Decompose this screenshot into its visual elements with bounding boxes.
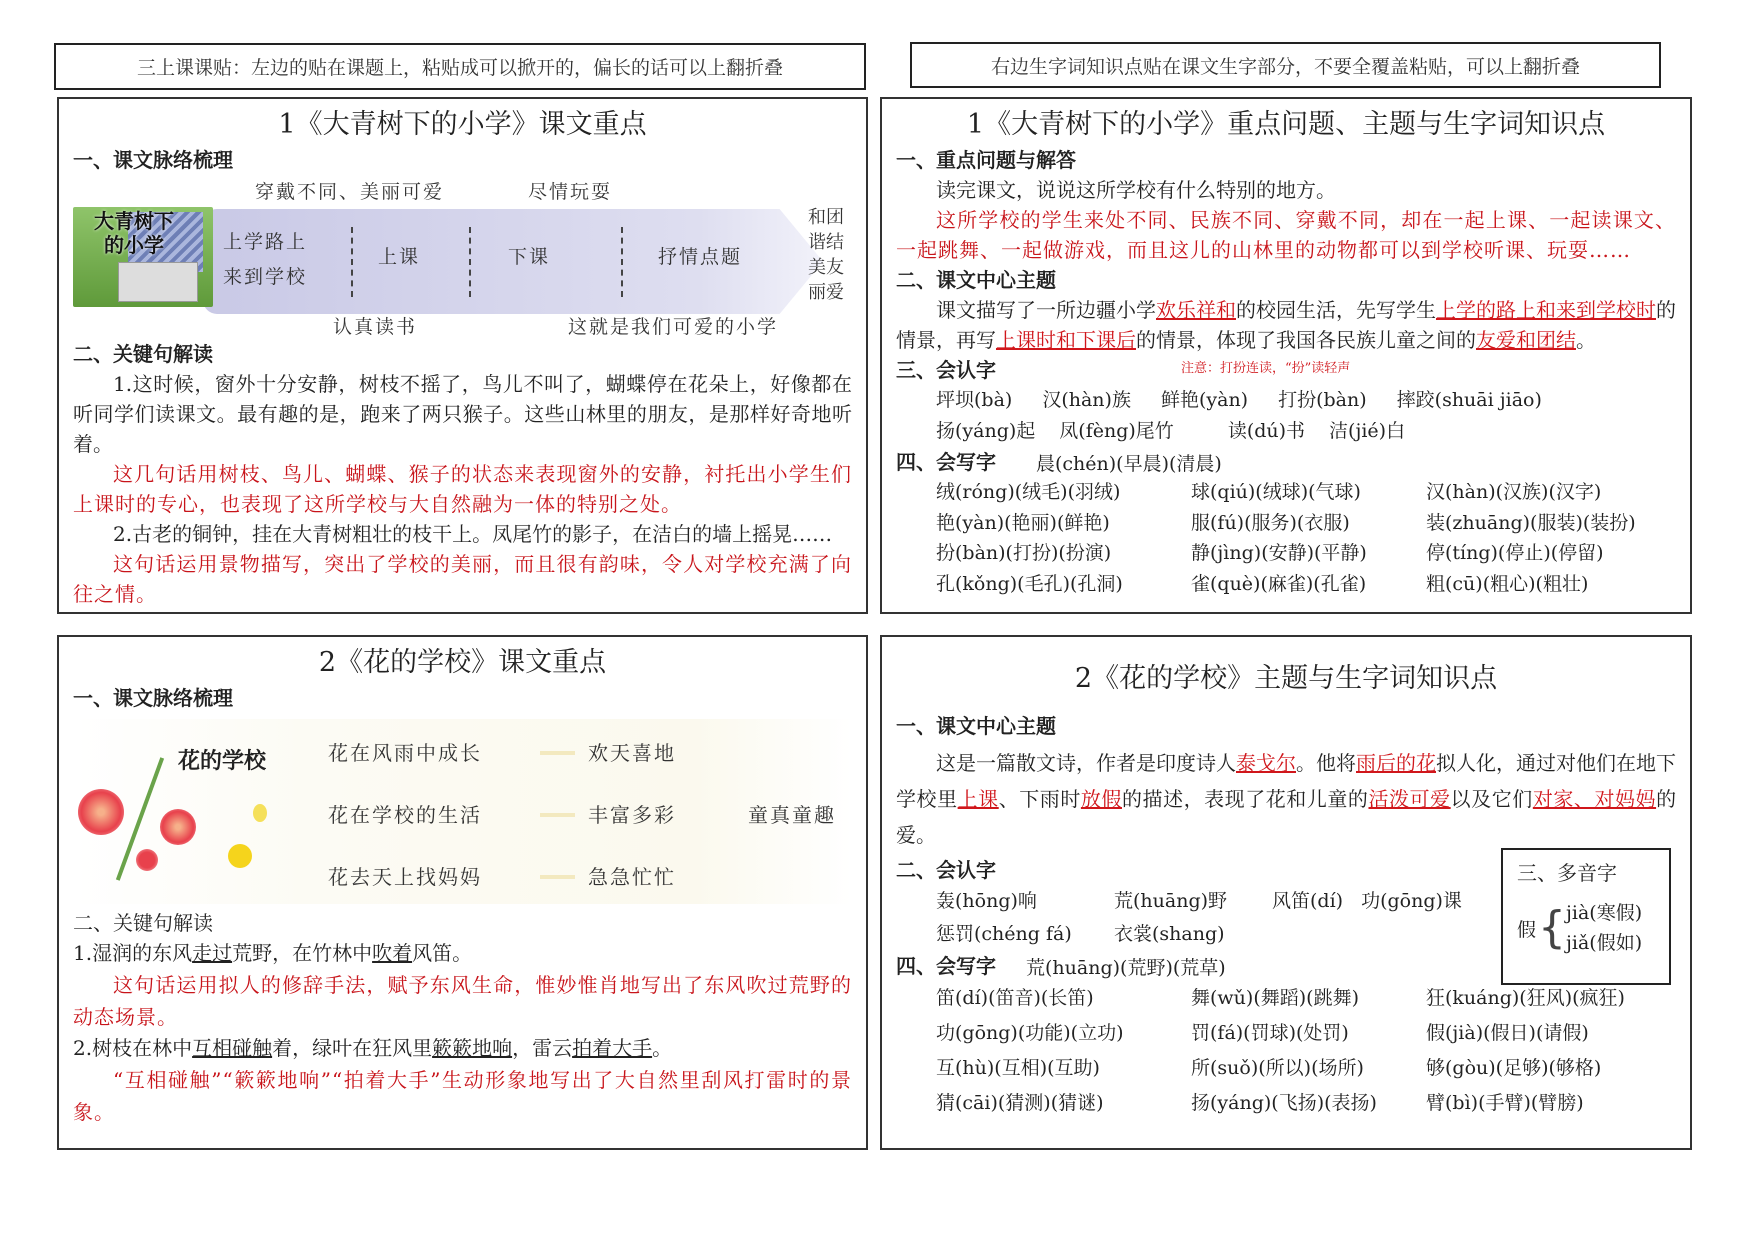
panel-title: 2《花的学校》课文重点 (318, 647, 607, 678)
word-entry: 雀(què)(麻雀)(孔雀) (1191, 572, 1367, 595)
text-segment: 以及它们 (1450, 787, 1533, 811)
label-s1b: 来到学校 (223, 266, 308, 288)
brace-icon: { (1538, 902, 1567, 953)
text-segment: 这是一篇散文诗，作者是印度诗人 (936, 751, 1236, 775)
section-heading: 一、课文中心主题 (896, 714, 1056, 738)
text-segment: 。 (652, 1036, 673, 1060)
label-s4: 抒情点题 (658, 246, 743, 268)
text-segment: 2.树枝在林中 (73, 1036, 193, 1060)
section-heading: 一、课文脉络梳理 (73, 686, 233, 710)
write-first: 荒(huāng)(荒野)(荒草) (1026, 956, 1226, 979)
text-segment: 、下雨时 (998, 787, 1081, 811)
label-s1a: 上学路上 (223, 231, 308, 253)
text-segment: 的校园生活，先写学生 (1236, 298, 1436, 322)
key-sentence-2: 2.古老的铜钟，挂在大青树粗壮的枝干上。凤尾竹的影子，在洁白的墙上摇晃…… (113, 522, 833, 546)
row3-left: 花去天上找妈妈 (328, 865, 482, 889)
word-entry: 互(hù)(互相)(互助) (936, 1057, 1100, 1079)
section-heading: 二、关键句解读 (73, 911, 213, 935)
panel-title: 1《大青树下的小学》课文重点 (278, 109, 647, 140)
text-segment: 的爱。 (896, 787, 1677, 847)
reading-2: jiǎ(假如) (1566, 932, 1643, 954)
highlighted-phrase: 雨后的花 (1356, 751, 1436, 775)
row2-left: 花在学校的生活 (328, 803, 482, 827)
lesson1-vocab-panel (880, 97, 1692, 614)
notice-left-text: 三上课课贴：左边的贴在课题上，粘贴成可以掀开的，偏长的话可以上翻折叠 (136, 57, 783, 79)
text-segment: 1.湿润的东风 (73, 941, 193, 965)
word-entry: 装(zhuāng)(服装)(装扮) (1426, 511, 1636, 534)
section-heading: 四、会写字 (896, 954, 996, 978)
highlighted-phrase: 互相碰触 (192, 1036, 273, 1060)
image-label: 花的学校 (178, 749, 267, 774)
label-top2: 尽情玩耍 (528, 181, 613, 203)
lesson-structure-diagram (73, 177, 852, 337)
section-heading: 一、重点问题与解答 (896, 148, 1076, 172)
word-entry: 够(gòu)(足够)(够格) (1426, 1057, 1602, 1079)
word-entry: 艳(yàn)(艳丽)(鲜艳) (936, 511, 1110, 534)
highlighted-phrase: 对家、对妈妈 (1532, 787, 1657, 811)
label-bottom2: 这就是我们可爱的小学 (568, 316, 779, 338)
row1-left: 花在风雨中成长 (328, 741, 482, 765)
connector (540, 751, 575, 755)
word-entry: 粗(cū)(粗心)(粗壮) (1426, 572, 1589, 595)
word-entry: 绒(róng)(绒毛)(羽绒) (936, 481, 1121, 503)
section-heading: 四、会写字 (896, 450, 996, 474)
analysis-2: “互相碰触”“簌簌地响”“拍着大手”生动形象地写出了大自然里刮风打雷时的景象。 (73, 1068, 852, 1124)
polyphone-char: 假 (1517, 918, 1537, 941)
recognize-row: 轰(hōng)响 荒(huāng)野 风笛(dí) 功(gōng)课 (936, 890, 1462, 912)
write-grid (896, 477, 1676, 599)
reading-1: jià(寒假) (1566, 902, 1643, 924)
text-segment: 课文描写了一所边疆小学 (936, 298, 1156, 322)
highlighted-phrase: 走过 (192, 941, 233, 965)
section-heading: 二、会认字 (896, 858, 996, 882)
key-sentence-2 (73, 1033, 852, 1064)
theme-text (896, 295, 1676, 355)
row3-right: 急急忙忙 (588, 865, 676, 889)
image-label: 大青树下的小学 (94, 209, 174, 257)
highlighted-phrase: 上课时和下课后 (996, 328, 1136, 352)
text-segment: 风笛。 (412, 941, 473, 965)
notice-left (54, 43, 866, 90)
highlighted-phrase: 放假 (1080, 787, 1122, 811)
word-entry: 静(jìng)(安静)(平静) (1191, 542, 1367, 564)
lesson2-key-points-panel (57, 635, 868, 1150)
text-segment: 。他将 (1296, 751, 1356, 775)
school-image (73, 207, 213, 307)
flower-image (78, 744, 268, 884)
divider-dashed (621, 227, 623, 297)
text-segment: 的情景，再写 (896, 298, 1676, 352)
lesson-structure-diagram (73, 719, 852, 904)
recognize-row: 扬(yáng)起 凤(fèng)尾竹 读(dú)书 洁(jié)白 (936, 420, 1406, 442)
recognize-row: 惩罚(chéng fá) 衣裳(shang) (936, 923, 1225, 945)
key-sentence-1 (73, 938, 852, 969)
highlighted-phrase: 欢乐祥和 (1156, 298, 1236, 322)
word-entry: 停(tíng)(停止)(停留) (1426, 542, 1604, 564)
recognize-row: 坪坝(bà) 汉(hàn)族 鲜艳(yàn) 打扮(bàn) 摔跤(shuāi jiāo) (936, 389, 1542, 411)
word-entry: 猜(cāi)(猜测)(猜谜) (936, 1092, 1104, 1114)
word-entry: 球(qiú)(绒球)(气球) (1191, 481, 1361, 503)
label-s3: 下课 (508, 246, 551, 268)
word-entry: 扬(yáng)(飞扬)(表扬) (1191, 1092, 1377, 1114)
notice-right (910, 42, 1661, 88)
text-segment: 拟人化，通过对他们在地下学校里 (896, 751, 1676, 811)
text-segment: 的描述，表现了花和儿童的 (1121, 787, 1369, 811)
connector (540, 813, 575, 817)
word-entry: 臂(bì)(手臂)(臂膀) (1426, 1092, 1584, 1114)
divider-dashed (351, 227, 353, 297)
write-grid (896, 981, 1676, 1121)
section-heading: 三、多音字 (1517, 861, 1617, 885)
word-entry: 舞(wǔ)(舞蹈)(跳舞) (1191, 987, 1359, 1009)
highlighted-phrase: 簌簌地响 (432, 1036, 513, 1060)
label-bottom1: 认真读书 (333, 316, 418, 338)
write-first: 晨(chén)(早晨)(清晨) (1036, 452, 1222, 475)
highlighted-phrase: 上课 (957, 787, 999, 811)
highlighted-phrase: 友爱和团结 (1476, 328, 1576, 352)
question: 读完课文，说说这所学校有什么特别的地方。 (936, 178, 1336, 202)
word-entry: 功(gōng)(功能)(立功) (936, 1022, 1124, 1044)
section-heading: 二、课文中心主题 (896, 268, 1056, 292)
word-entry: 服(fú)(服务)(衣服) (1191, 511, 1350, 534)
lesson1-key-points-panel (57, 97, 868, 614)
word-entry: 罚(fá)(罚球)(处罚) (1191, 1022, 1349, 1044)
label-top1: 穿戴不同、美丽可爱 (255, 181, 445, 203)
pronunciation-note: 注意：打扮连读，“扮”读轻声 (1181, 361, 1351, 376)
key-sentence-1: 1.这时候，窗外十分安静，树枝不摇了，鸟儿不叫了，蝴蝶停在花朵上，好像都在听同学们读课文。最有趣的是，跑来了两只猴子。这些山林里的朋友，是那样好奇地听着。 (73, 372, 852, 456)
row2-right: 丰富多彩 (588, 803, 676, 827)
highlighted-phrase: 上学的路上和来到学校时 (1436, 298, 1656, 322)
end-label: 童真童趣 (748, 803, 836, 827)
polyphone-box (1501, 848, 1671, 985)
end-labels: 和团 谐结 美友 丽爱 (808, 207, 844, 303)
text-segment: 的情景，体现了我国各民族儿童之间的 (1136, 328, 1476, 352)
section-heading: 一、课文脉络梳理 (73, 148, 233, 172)
word-entry: 孔(kǒng)(毛孔)(孔洞) (936, 572, 1123, 595)
analysis-1: 这几句话用树枝、鸟儿、蝴蝶、猴子的状态来表现窗外的安静，衬托出小学生们上课时的专心，也表现了这所学校与大自然融为一体的特别之处。 (73, 462, 852, 516)
word-entry: 所(suǒ)(所以)(场所) (1191, 1057, 1364, 1079)
word-entry: 扮(bàn)(打扮)(扮演) (936, 542, 1112, 564)
text-segment: ，雷云 (512, 1036, 573, 1060)
panel-title: 1《大青树下的小学》重点问题、主题与生字词知识点 (966, 109, 1606, 140)
answer: 这所学校的学生来处不同、民族不同、穿戴不同，却在一起上课、一起读课文、一起跳舞、一起做游戏，而且这儿的山林里的动物都可以到学校听课、玩耍…… (896, 208, 1676, 262)
row1-right: 欢天喜地 (588, 741, 676, 765)
highlighted-phrase: 活泼可爱 (1368, 787, 1451, 811)
notice-right-text: 右边生字词知识点贴在课文生字部分，不要全覆盖粘贴，可以上翻折叠 (990, 55, 1580, 78)
section-heading: 二、关键句解读 (73, 342, 213, 366)
text-segment: 荒野，在竹林中 (232, 941, 373, 965)
theme-text (896, 745, 1676, 853)
label-s2: 上课 (378, 246, 421, 268)
highlighted-phrase: 吹着 (372, 941, 413, 965)
panel-title: 2《花的学校》主题与生字词知识点 (1074, 663, 1498, 694)
word-entry: 汉(hàn)(汉族)(汉字) (1426, 481, 1602, 503)
analysis-1: 这句话运用拟人的修辞手法，赋予东风生命，惟妙惟肖地写出了东风吹过荒野的动态场景。 (73, 973, 852, 1029)
divider-dashed (469, 227, 471, 297)
connector (540, 875, 575, 879)
section-heading: 三、会认字 (896, 358, 996, 382)
word-entry: 假(jià)(假日)(请假) (1426, 1022, 1589, 1044)
analysis-2: 这句话运用景物描写，突出了学校的美丽，而且很有韵味，令人对学校充满了向往之情。 (73, 552, 852, 606)
text-segment: 。 (1576, 328, 1596, 352)
highlighted-phrase: 拍着大手 (572, 1036, 653, 1060)
text-segment: 着，绿叶在狂风里 (272, 1036, 433, 1060)
highlighted-phrase: 泰戈尔 (1236, 751, 1296, 775)
word-entry: 狂(kuáng)(狂风)(疯狂) (1426, 987, 1625, 1009)
word-entry: 笛(dí)(笛音)(长笛) (936, 987, 1094, 1009)
